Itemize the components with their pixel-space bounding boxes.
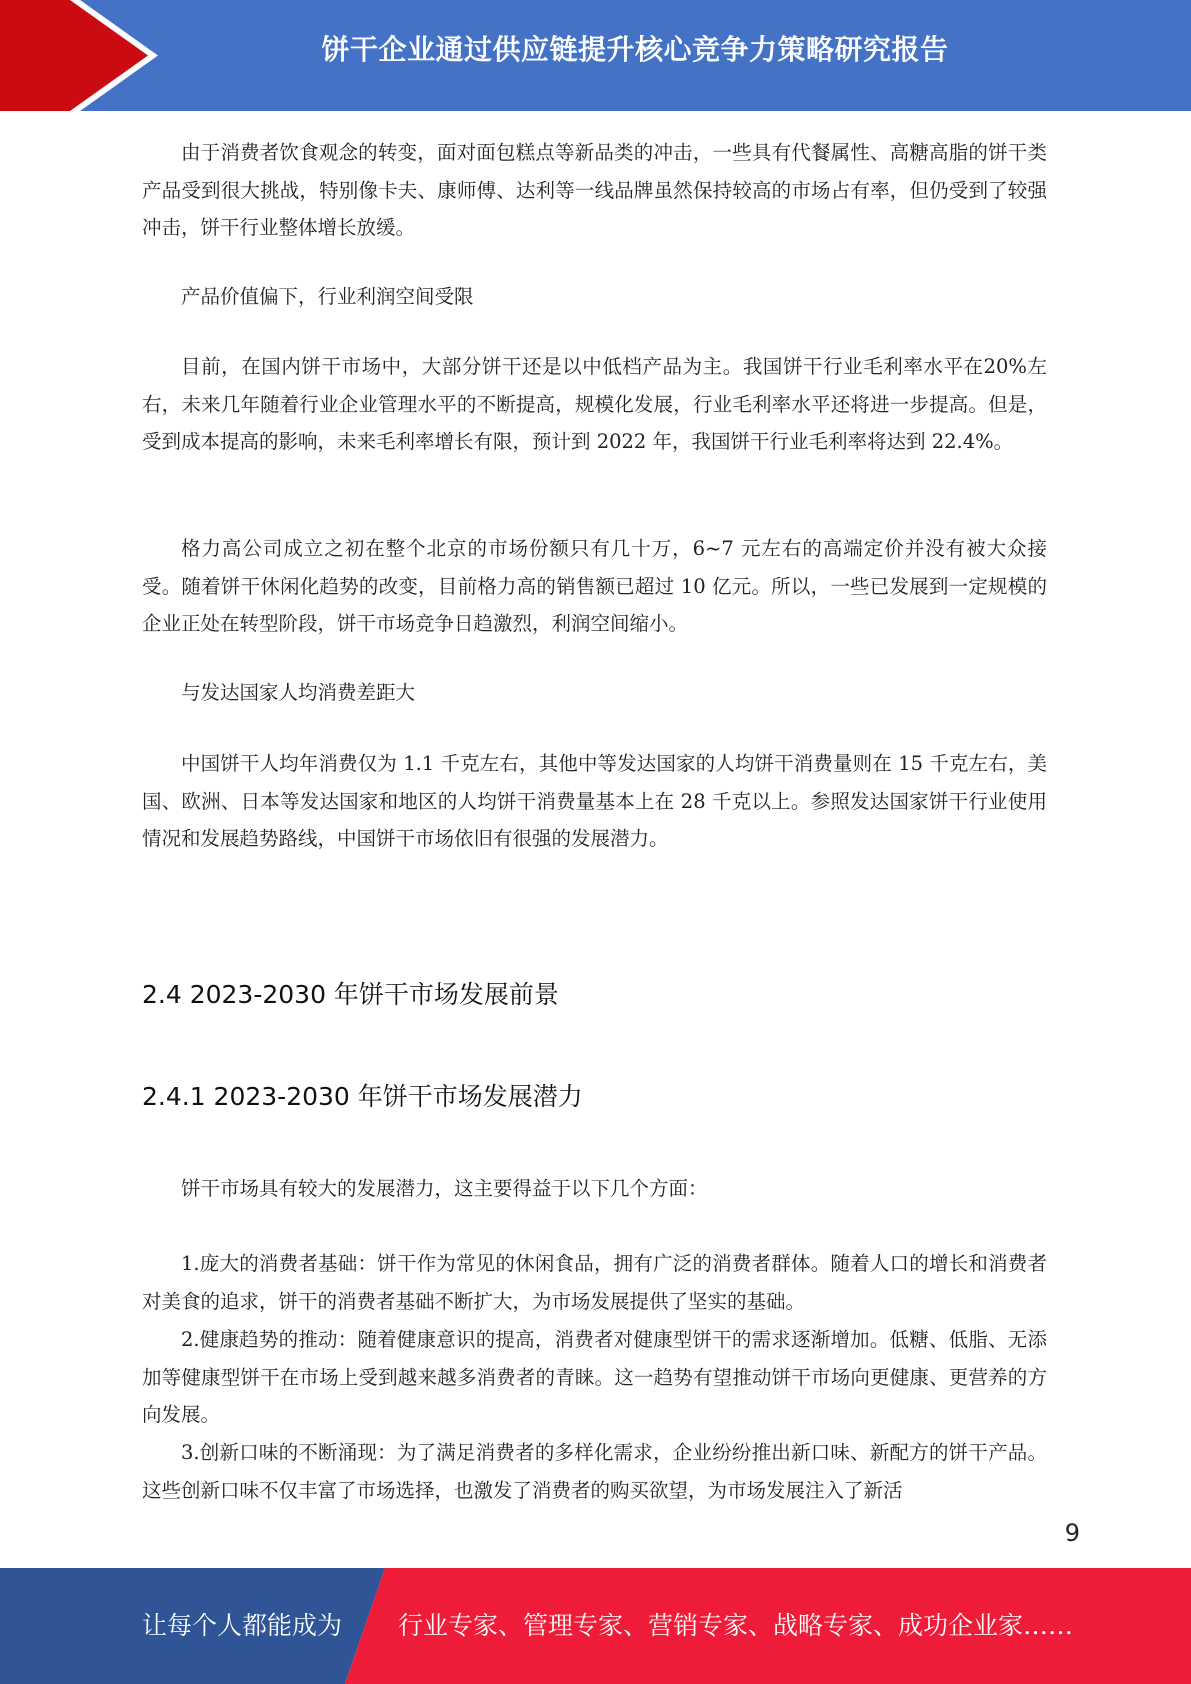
list-item: 1.庞大的消费者基础：饼干作为常见的休闲食品，拥有广泛的消费者群体。随着人口的增长和消费者对美食的追求，饼干的消费者基础不断扩大，为市场发展提供了坚实的基础。 xyxy=(142,1252,1047,1313)
paragraph: 由于消费者饮食观念的转变，面对面包糕点等新品类的冲击，一些具有代餐属性、高糖高脂的饼干类产品受到很大挑战，特别像卡夫、康师傅、达利等一线品牌虽然保持较高的市场占有率，但仍受到了较强冲击，饼干行业整体增长放缓。 xyxy=(142,141,1047,239)
footer-banner xyxy=(0,1568,1191,1684)
header-banner xyxy=(0,0,1191,111)
list-item: 2.健康趋势的推动：随着健康意识的提高，消费者对健康型饼干的需求逐渐增加。低糖、低脂、无添加等健康型饼干在市场上受到越来越多消费者的青睐。这一趋势有望推动饼干市场向更健康、更营养的方向发展。 xyxy=(142,1328,1047,1426)
paragraph: 格力高公司成立之初在整个北京的市场份额只有几十万，6~7 元左右的高端定价并没有被大众接受。随着饼干休闲化趋势的改变，目前格力高的销售额已超过 10 亿元。所以，一些已发展到一定规模的企业正处在转型阶段，饼干市场竞争日趋激烈，利润空间缩小。 xyxy=(142,537,1047,635)
subheading-paragraph: 产品价值偏下，行业利润空间受限 xyxy=(181,285,474,308)
report-title: 饼干企业通过供应链提升核心竞争力策略研究报告 xyxy=(321,33,949,66)
paragraph: 饼干市场具有较大的发展潜力，这主要得益于以下几个方面： xyxy=(181,1177,708,1200)
list-item: 3.创新口味的不断涌现：为了满足消费者的多样化需求，企业纷纷推出新口味、新配方的饼干产品。这些创新口味不仅丰富了市场选择，也激发了消费者的购买欲望，为市场发展注入了新活 xyxy=(142,1441,1047,1502)
footer-slogan-right: 行业专家、管理专家、营销专家、战略专家、成功企业家…… xyxy=(398,1611,1074,1640)
paragraph: 中国饼干人均年消费仅为 1.1 千克左右，其他中等发达国家的人均饼干消费量则在 15 千克左右，美国、欧洲、日本等发达国家和地区的人均饼干消费量基本上在 28 千克以上。参照发达国家饼干行业使用情况和发展趋势路线，中国饼干市场依旧有很强的发展潜力。 xyxy=(142,752,1047,850)
page-number: 9 xyxy=(1064,1519,1080,1547)
subsection-heading: 2.4.1 2023-2030 年饼干市场发展潜力 xyxy=(142,1082,583,1111)
subheading-paragraph: 与发达国家人均消费差距大 xyxy=(181,681,416,704)
chevron-arrow-icon xyxy=(0,0,160,111)
paragraph: 目前，在国内饼干市场中，大部分饼干还是以中低档产品为主。我国饼干行业毛利率水平在20%左右，未来几年随着行业企业管理水平的不断提高，规模化发展，行业毛利率水平还将进一步提高。但是，受到成本提高的影响，未来毛利率增长有限，预计到 2022 年，我国饼干行业毛利率将达到 22.4%。 xyxy=(142,355,1047,453)
section-heading: 2.4 2023-2030 年饼干市场发展前景 xyxy=(142,980,559,1009)
footer-slogan-left: 让每个人都能成为 xyxy=(142,1611,343,1640)
